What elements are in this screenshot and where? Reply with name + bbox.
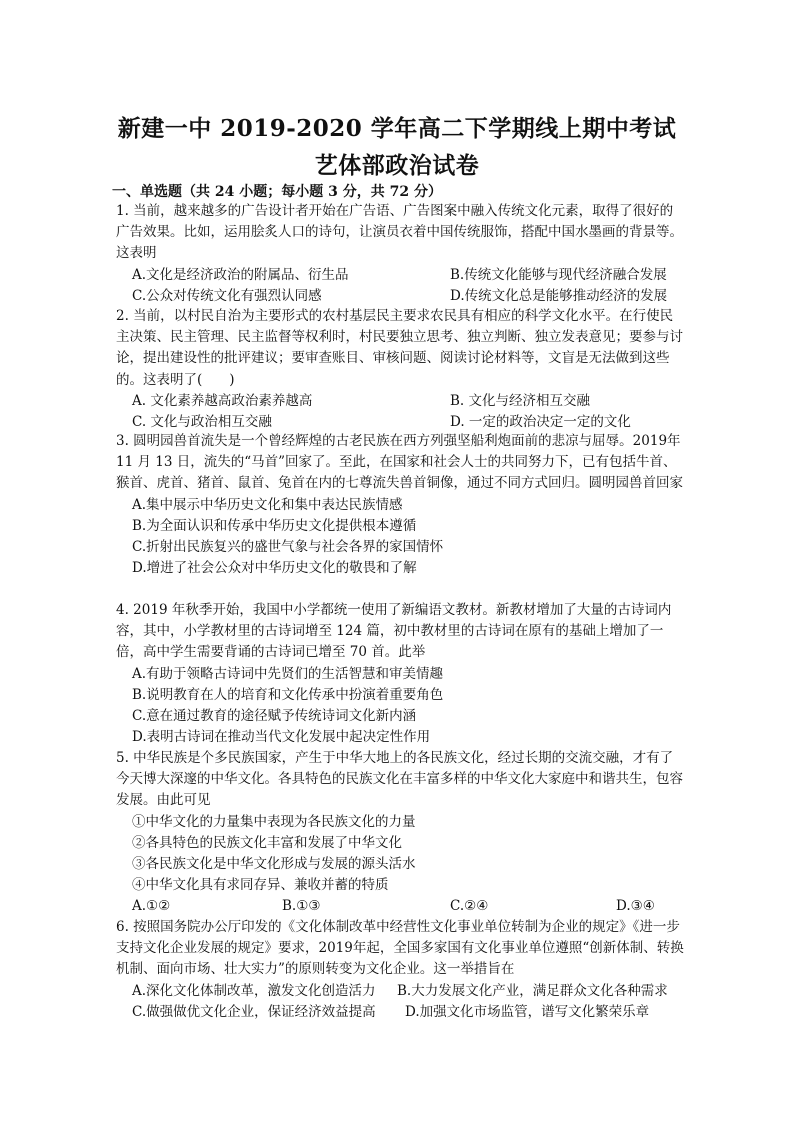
question-3 [116,431,686,579]
option-row [116,286,686,307]
question-stem: 4. 2019 年秋季开始，我国中小学都统一使用了新编语文教材。新教材增加了大量的古诗词内容，其中，小学教材里的古诗词增至 124 篇，初中教材里的古诗词在原有的基础上增加了一倍，高中学生需要背诵的古诗词已增至 70 首。此举 [116,602,672,661]
statement-4: ④中华文化具有求同存异、兼收并蓄的特质 [132,877,389,894]
option-row [116,1002,686,1023]
option-b: B. 文化与经济相互交融 [450,392,591,409]
option-c: C.意在通过教育的途径赋予传统诗词文化新内涵 [132,708,417,725]
option-row [116,265,686,286]
option-c: C. 文化与政治相互交融 [132,414,272,430]
statement-2: ②各具特色的民族文化丰富和发展了中华文化 [132,834,402,851]
statement-1: ①中华文化的力量集中表现为各民族文化的力量 [132,813,416,830]
option-d: D.增进了社会公众对中华历史文化的敬畏和了解 [132,560,417,577]
option-c: C.做强做优文化企业，保证经济效益提高 [132,1003,376,1020]
question-stem: 6. 按照国务院办公厅印发的《文化体制改革中经营性文化事业单位转制为企业的规定》《进一步支持文化企业发展的规定》要求，2019年起，全国多家国有文化事业单位遵照“创新体制、转换机制、面向市场、壮大实力”的原则转变为文化企业。这一举措旨在 [116,919,684,978]
question-stem: 2. 当前，以村民自治为主要形式的农村基层民主要求农民具有相应的科学文化水平。在行使民主决策、民主管理、民主监督等权利时，村民要独立思考、独立判断、独立发表意见；要参与讨论，提出建设性的批评建议；要审查账目、审核问题、阅读讨论材料等，文盲是无法做到这些的。这表明了( ) [116,308,683,388]
option-d: D. 一定的政治决定一定的文化 [450,414,631,430]
option-b: B.为全面认识和传承中华历史文化提供根本遵循 [132,517,417,534]
question-stem: 1. 当前，越来越多的广告设计者开始在广告语、广告图案中融入传统文化元素，取得了很好的广告效果。比如，运用脍炙人口的诗句，让演员衣着中国传统服饰，搭配中国水墨画的背景等。这表明 [116,203,683,262]
question-6 [116,917,686,1023]
option-a: A.①② [132,898,171,915]
question-1 [116,201,686,307]
option-a: A. 文化素养越高政治素养越高 [132,392,313,409]
option-a: A.有助于领略古诗词中先贤们的生活智慧和审美情趣 [132,665,444,682]
option-c: C.折射出民族复兴的盛世气象与社会各界的家国情怀 [132,539,444,556]
option-d: D.加强文化市场监管，谱写文化繁荣乐章 [405,1003,650,1020]
option-a: A.集中展示中华历史文化和集中表达民族情感 [132,496,403,513]
section-heading: 一、单选题（共 24 小题；每小题 3 分，共 72 分） [112,184,442,200]
option-a: A.文化是经济政治的附属品、衍生品 [132,266,349,283]
option-c: C.公众对传统文化有强烈认同感 [132,287,322,304]
question-5 [116,748,686,918]
option-b: B.大力发展文化产业，满足群众文化各种需求 [397,982,668,999]
statement-3: ③各民族文化是中华文化形成与发展的源头活水 [132,856,416,873]
question-2 [116,306,686,433]
exam-title: 新建一中 2019-2020 学年高二下学期线上期中考试 [117,115,677,142]
question-stem: 5. 中华民族是个多民族国家，产生于中华大地上的各民族文化，经过长期的交流交融，才有了今天博大深邃的中华文化。各具特色的民族文化在丰富多样的中华文化大家庭中和谐共生，包容发展。由此可见 [116,750,683,809]
option-row [116,981,686,1002]
question-stem: 3. 圆明园兽首流失是一个曾经辉煌的古老民族在西方列强坚船利炮面前的悲凉与屈辱。2019年 11 月 13 日，流失的“马首”回家了。至此，在国家和社会人士的共同努力下，已有包括牛首、猴首、虎首、猪首、鼠首、兔首在内的七尊流失兽首铜像，通过不同方式回归。圆明园兽首回家 [116,433,683,492]
option-d: D.③④ [616,898,655,915]
option-row [116,896,686,917]
option-c: C.②④ [450,898,489,915]
question-4 [116,600,686,748]
option-d: D.传统文化总是能够推动经济的发展 [450,287,668,304]
option-b: B.①③ [282,898,321,915]
exam-subtitle: 艺体部政治试卷 [314,152,480,179]
option-b: B.说明教育在人的培育和文化传承中扮演着重要角色 [132,686,444,703]
option-b: B.传统文化能够与现代经济融合发展 [450,266,667,283]
option-d: D.表明古诗词在推动当代文化发展中起决定性作用 [132,729,431,746]
option-row [116,391,686,412]
option-a: A.深化文化体制改革，激发文化创造活力 [132,982,376,999]
option-row [116,412,686,433]
